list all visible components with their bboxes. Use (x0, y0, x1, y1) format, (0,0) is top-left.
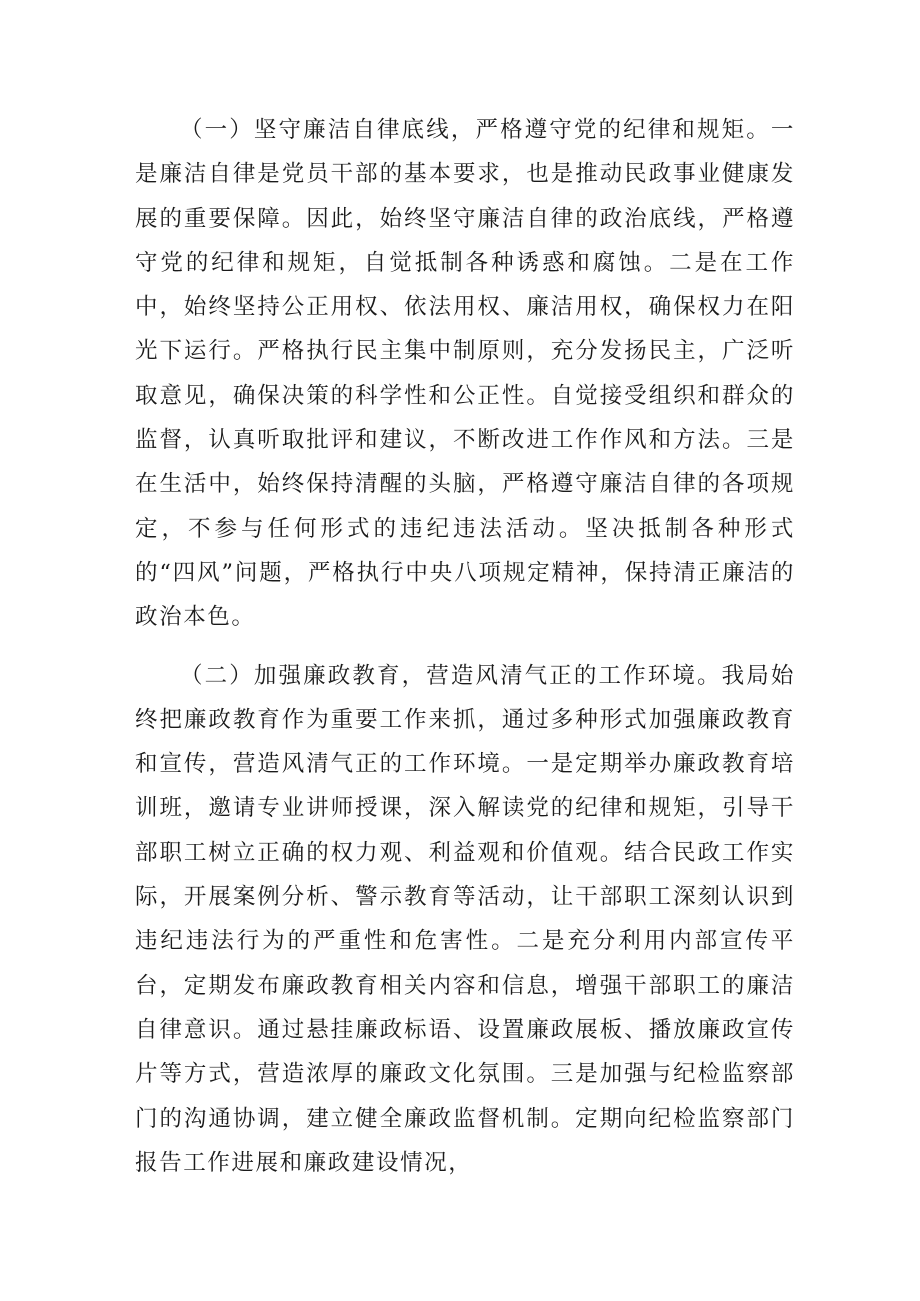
document-body (135, 108, 795, 1185)
paragraph-2: （二）加强廉政教育，营造风清气正的工作环境。我局始终把廉政教育作为重要工作来抓，通过多种形式加强廉政教育和宣传，营造风清气正的工作环境。一是定期举办廉政教育培训班，邀请专业讲师授课，深入解读党的纪律和规矩，引导干部职工树立正确的权力观、利益观和价值观。结合民政工作实际，开展案例分析、警示教育等活动，让干部职工深刻认识到违纪违法行为的严重性和危害性。二是充分利用内部宣传平台，定期发布廉政教育相关内容和信息，增强干部职工的廉洁自律意识。通过悬挂廉政标语、设置廉政展板、播放廉政宣传片等方式，营造浓厚的廉政文化氛围。三是加强与纪检监察部门的沟通协调，建立健全廉政监督机制。定期向纪检监察部门报告工作进展和廉政建设情况， (135, 662, 795, 1176)
paragraph-1: （一）坚守廉洁自律底线，严格遵守党的纪律和规矩。一是廉洁自律是党员干部的基本要求，也是推动民政事业健康发展的重要保障。因此，始终坚守廉洁自律的政治底线，严格遵守党的纪律和规矩，自觉抵制各种诱惑和腐蚀。二是在工作中，始终坚持公正用权、依法用权、廉洁用权，确保权力在阳光下运行。严格执行民主集中制原则，充分发扬民主，广泛听取意见，确保决策的科学性和公正性。自觉接受组织和群众的监督，认真听取批评和建议，不断改进工作作风和方法。三是在生活中，始终保持清醒的头脑，严格遵守廉洁自律的各项规定，不参与任何形式的违纪违法活动。坚决抵制各种形式的“四风”问题，严格执行中央八项规定精神，保持清正廉洁的政治本色。 (135, 117, 795, 631)
